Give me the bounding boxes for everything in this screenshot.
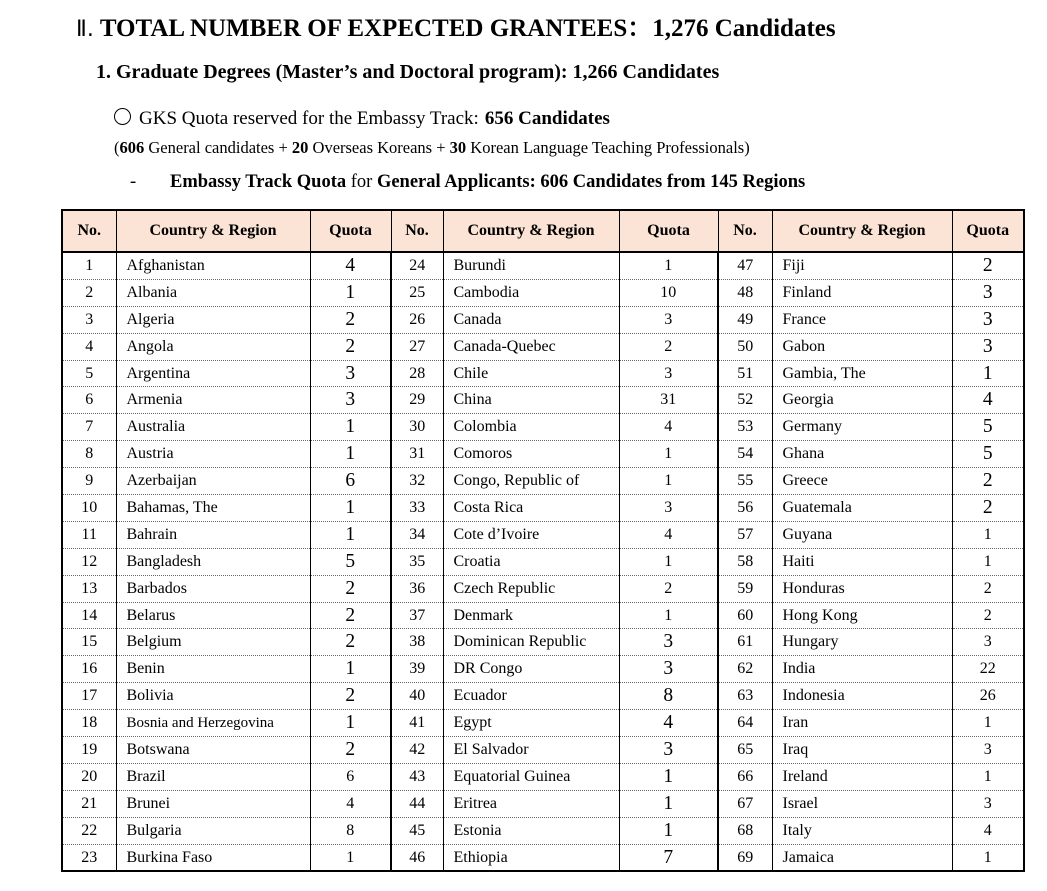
country-name: Eritrea [443,790,619,817]
country-name: Albania [116,279,310,306]
table-row [62,575,1024,602]
country-name: Barbados [116,575,310,602]
country-name: Cote d’Ivoire [443,521,619,548]
country-name: Ireland [772,763,952,790]
row-number: 26 [391,306,443,333]
table-row [62,710,1024,737]
row-number: 43 [391,763,443,790]
country-name: Austria [116,441,310,468]
quota-value: 2 [310,306,391,333]
row-number: 69 [718,844,772,871]
country-name: Georgia [772,387,952,414]
table-row [62,333,1024,360]
quota-table [61,209,1025,872]
quota-value: 1 [310,414,391,441]
table-row [62,495,1024,522]
breakdown-teaching-label: Korean Language Teaching Professionals) [466,138,750,157]
table-row [62,360,1024,387]
table-row [62,441,1024,468]
table-row [62,683,1024,710]
quota-value: 1 [310,441,391,468]
row-number: 34 [391,521,443,548]
dash-bullet: - [130,172,137,192]
country-name: Iran [772,710,952,737]
row-number: 53 [718,414,772,441]
quota-value: 3 [952,333,1024,360]
row-number: 41 [391,710,443,737]
quota-value: 5 [952,414,1024,441]
row-number: 9 [62,468,116,495]
general-applicants-heading [130,172,805,193]
table-row [62,656,1024,683]
country-name: Denmark [443,602,619,629]
section-heading [76,8,836,44]
row-number: 38 [391,629,443,656]
row-number: 66 [718,763,772,790]
row-number: 52 [718,387,772,414]
row-number: 29 [391,387,443,414]
quota-value: 1 [619,468,718,495]
quota-value: 1 [619,790,718,817]
quota-value: 4 [619,521,718,548]
row-number: 44 [391,790,443,817]
country-name: Bolivia [116,683,310,710]
row-number: 27 [391,333,443,360]
row-number: 32 [391,468,443,495]
quota-value: 4 [952,387,1024,414]
row-number: 62 [718,656,772,683]
row-number: 17 [62,683,116,710]
table-row [62,521,1024,548]
country-name: Algeria [116,306,310,333]
row-number: 51 [718,360,772,387]
row-number: 23 [62,844,116,871]
quota-value: 1 [310,279,391,306]
quota-value: 1 [310,521,391,548]
row-number: 63 [718,683,772,710]
country-name: El Salvador [443,737,619,764]
row-number: 39 [391,656,443,683]
country-name: Greece [772,468,952,495]
row-number: 50 [718,333,772,360]
general-part-3: General Applicants [376,172,530,192]
quota-value: 2 [952,495,1024,522]
quota-value: 1 [310,710,391,737]
quota-value: 3 [619,495,718,522]
row-number: 21 [62,790,116,817]
row-number: 7 [62,414,116,441]
table-row [62,790,1024,817]
row-number: 5 [62,360,116,387]
section-roman-numeral: Ⅱ. [76,17,94,42]
quota-value: 1 [952,360,1024,387]
quota-value: 5 [952,441,1024,468]
quota-value: 2 [310,683,391,710]
quota-value: 1 [619,548,718,575]
quota-value: 2 [310,737,391,764]
quota-value: 3 [952,790,1024,817]
table-row [62,737,1024,764]
header-quota: Quota [619,210,718,252]
header-quota: Quota [952,210,1024,252]
quota-value: 1 [619,817,718,844]
quota-value: 2 [952,575,1024,602]
quota-value: 3 [619,656,718,683]
row-number: 36 [391,575,443,602]
table-row [62,548,1024,575]
row-number: 4 [62,333,116,360]
row-number: 11 [62,521,116,548]
quota-value: 3 [952,306,1024,333]
country-name: Fiji [772,252,952,279]
quota-value: 1 [952,763,1024,790]
quota-value: 2 [952,252,1024,279]
quota-value: 7 [619,844,718,871]
country-name: Finland [772,279,952,306]
quota-value: 1 [952,844,1024,871]
quota-value: 26 [952,683,1024,710]
row-number: 25 [391,279,443,306]
country-name: Croatia [443,548,619,575]
section-total: 1,276 Candidates [652,15,836,42]
breakdown-open-paren: ( [114,138,120,157]
row-number: 35 [391,548,443,575]
quota-value: 4 [310,790,391,817]
graduate-degrees-heading: 1. Graduate Degrees (Master’s and Doctoral program): 1,266 Candidates [96,61,720,83]
circle-bullet-icon [114,108,131,125]
country-name: Chile [443,360,619,387]
country-name: Colombia [443,414,619,441]
quota-value: 3 [619,306,718,333]
quota-value: 5 [310,548,391,575]
quota-value: 3 [619,629,718,656]
quota-value: 1 [952,548,1024,575]
country-name: Haiti [772,548,952,575]
breakdown-general-label: General candidates + [144,138,292,157]
country-name: Australia [116,414,310,441]
row-number: 57 [718,521,772,548]
quota-value: 1 [952,710,1024,737]
row-number: 19 [62,737,116,764]
header-quota: Quota [310,210,391,252]
country-name: Gabon [772,333,952,360]
table-row [62,306,1024,333]
quota-value: 3 [619,360,718,387]
quota-value: 2 [619,575,718,602]
quota-value: 4 [310,252,391,279]
quota-value: 1 [310,656,391,683]
general-part-4: : 606 Candidates from 145 Regions [529,172,806,192]
quota-table-body [62,252,1024,871]
country-name: Burundi [443,252,619,279]
country-name: Bahamas, The [116,495,310,522]
embassy-breakdown [114,138,750,158]
quota-value: 1 [619,441,718,468]
row-number: 67 [718,790,772,817]
embassy-track-line [114,108,610,130]
quota-value: 2 [310,333,391,360]
row-number: 33 [391,495,443,522]
row-number: 20 [62,763,116,790]
row-number: 65 [718,737,772,764]
header-no: No. [391,210,443,252]
header-country: Country & Region [772,210,952,252]
country-name: Botswana [116,737,310,764]
row-number: 28 [391,360,443,387]
header-country: Country & Region [116,210,310,252]
country-name: Guatemala [772,495,952,522]
table-row [62,414,1024,441]
country-name: Germany [772,414,952,441]
row-number: 54 [718,441,772,468]
quota-value: 4 [619,710,718,737]
country-name: Ghana [772,441,952,468]
row-number: 13 [62,575,116,602]
row-number: 8 [62,441,116,468]
country-name: Brunei [116,790,310,817]
country-name: Canada [443,306,619,333]
row-number: 40 [391,683,443,710]
row-number: 6 [62,387,116,414]
quota-value: 1 [952,521,1024,548]
country-name: Angola [116,333,310,360]
country-name: DR Congo [443,656,619,683]
table-row [62,817,1024,844]
row-number: 30 [391,414,443,441]
row-number: 18 [62,710,116,737]
section-title: TOTAL NUMBER OF EXPECTED GRANTEES [99,15,628,42]
country-name: Estonia [443,817,619,844]
row-number: 49 [718,306,772,333]
table-row [62,763,1024,790]
breakdown-teaching-count: 30 [449,138,467,157]
quota-value: 3 [952,629,1024,656]
breakdown-overseas-count: 20 [291,138,309,157]
country-name: Brazil [116,763,310,790]
quota-value: 4 [952,817,1024,844]
country-name: Bangladesh [116,548,310,575]
quota-value: 2 [310,602,391,629]
row-number: 56 [718,495,772,522]
country-name: Equatorial Guinea [443,763,619,790]
quota-value: 1 [310,844,391,871]
quota-value: 31 [619,387,718,414]
row-number: 68 [718,817,772,844]
country-name: Egypt [443,710,619,737]
quota-value: 2 [952,602,1024,629]
quota-value: 8 [310,817,391,844]
country-name: Honduras [772,575,952,602]
row-number: 15 [62,629,116,656]
country-name: Hong Kong [772,602,952,629]
embassy-track-count: 656 Candidates [484,108,610,129]
header-no: No. [62,210,116,252]
row-number: 64 [718,710,772,737]
table-row [62,629,1024,656]
country-name: Dominican Republic [443,629,619,656]
row-number: 24 [391,252,443,279]
country-name: Guyana [772,521,952,548]
country-name: Jamaica [772,844,952,871]
table-row [62,468,1024,495]
country-name: Bahrain [116,521,310,548]
general-part-1: Embassy Track Quota [170,172,347,192]
country-name: Belarus [116,602,310,629]
row-number: 1 [62,252,116,279]
row-number: 10 [62,495,116,522]
country-name: Ecuador [443,683,619,710]
quota-value: 2 [310,629,391,656]
quota-value: 8 [619,683,718,710]
row-number: 47 [718,252,772,279]
country-name: Bosnia and Herzegovina [116,710,310,737]
table-header-row [62,210,1024,252]
country-name: Belgium [116,629,310,656]
row-number: 58 [718,548,772,575]
country-name: Czech Republic [443,575,619,602]
quota-value: 3 [310,360,391,387]
quota-value: 10 [619,279,718,306]
row-number: 55 [718,468,772,495]
country-name: Cambodia [443,279,619,306]
row-number: 31 [391,441,443,468]
country-name: Ethiopia [443,844,619,871]
breakdown-general-count: 606 [119,138,145,157]
country-name: Argentina [116,360,310,387]
table-row [62,279,1024,306]
country-name: Hungary [772,629,952,656]
country-name: Bulgaria [116,817,310,844]
row-number: 42 [391,737,443,764]
row-number: 46 [391,844,443,871]
quota-value: 1 [619,602,718,629]
quota-value: 1 [619,252,718,279]
country-name: Comoros [443,441,619,468]
row-number: 60 [718,602,772,629]
country-name: Gambia, The [772,360,952,387]
quota-value: 2 [619,333,718,360]
row-number: 61 [718,629,772,656]
quota-value: 1 [310,495,391,522]
country-name: Congo, Republic of [443,468,619,495]
country-name: Costa Rica [443,495,619,522]
embassy-track-label: GKS Quota reserved for the Embassy Track: [139,108,479,129]
header-country: Country & Region [443,210,619,252]
country-name: France [772,306,952,333]
table-row [62,602,1024,629]
header-no: No. [718,210,772,252]
country-name: Italy [772,817,952,844]
table-row [62,387,1024,414]
quota-value: 3 [952,279,1024,306]
quota-value: 6 [310,763,391,790]
general-part-2: for [346,172,377,192]
row-number: 14 [62,602,116,629]
country-name: Iraq [772,737,952,764]
country-name: Canada-Quebec [443,333,619,360]
quota-value: 1 [619,763,718,790]
country-name: Indonesia [772,683,952,710]
quota-value: 4 [619,414,718,441]
breakdown-overseas-label: Overseas Koreans + [308,138,450,157]
country-name: India [772,656,952,683]
row-number: 22 [62,817,116,844]
row-number: 59 [718,575,772,602]
quota-value: 6 [310,468,391,495]
country-name: Azerbaijan [116,468,310,495]
row-number: 16 [62,656,116,683]
quota-value: 2 [952,468,1024,495]
quota-value: 3 [310,387,391,414]
country-name: Afghanistan [116,252,310,279]
quota-value: 2 [310,575,391,602]
row-number: 3 [62,306,116,333]
row-number: 2 [62,279,116,306]
quota-value: 3 [952,737,1024,764]
section-colon: ： [627,15,653,42]
country-name: Burkina Faso [116,844,310,871]
table-row [62,252,1024,279]
quota-value: 3 [619,737,718,764]
table-row [62,844,1024,871]
row-number: 48 [718,279,772,306]
quota-value: 22 [952,656,1024,683]
country-name: Benin [116,656,310,683]
row-number: 45 [391,817,443,844]
row-number: 12 [62,548,116,575]
country-name: Armenia [116,387,310,414]
country-name: China [443,387,619,414]
row-number: 37 [391,602,443,629]
country-name: Israel [772,790,952,817]
